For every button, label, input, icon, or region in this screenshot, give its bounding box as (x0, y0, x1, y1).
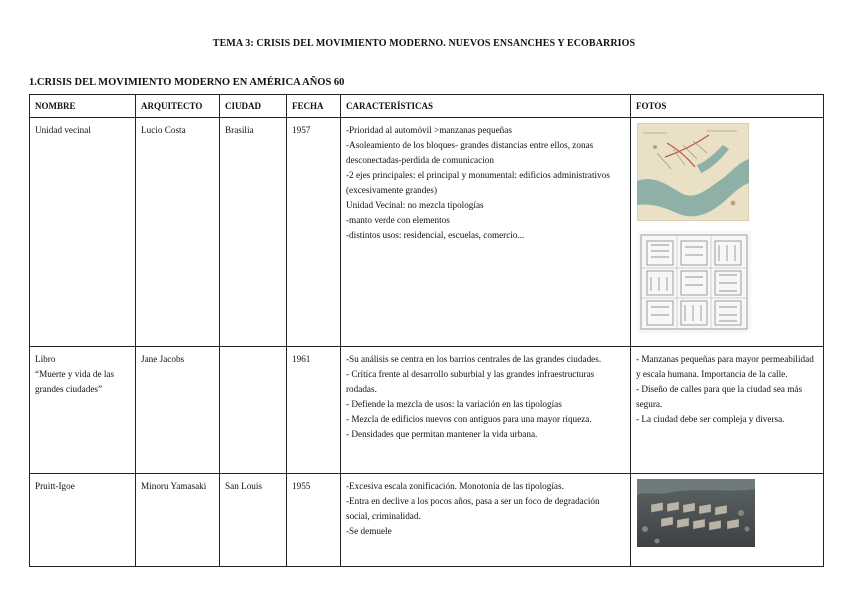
header-fotos: FOTOS (631, 95, 824, 118)
cell-caracteristicas: -Prioridad al automóvil >manzanas pequeñas -Asoleamiento de los bloques- grandes distancias entre ellos, zonas desconectadas-perdida de comunicacion -2 ejes principales: el principal y monumental: edificios administrativos (excesivamente grandes) Unidad Vecinal: no mezcla tipologías -manto verde con elementos -distintos usos: residencial, escuelas, comercio... (341, 118, 631, 347)
unidad-vecinal-plan-image (637, 231, 751, 333)
cell-arquitecto: Lucio Costa (136, 118, 220, 347)
cell-arquitecto: Minoru Yamasaki (136, 474, 220, 567)
cell-fecha: 1957 (287, 118, 341, 347)
pruitt-igoe-aerial-photo (637, 479, 755, 547)
table-header-row (30, 95, 824, 118)
header-ciudad: CIUDAD (220, 95, 287, 118)
table-row (30, 474, 824, 567)
cell-nombre: Pruitt-Igoe (30, 474, 136, 567)
cell-ciudad (220, 347, 287, 474)
cell-caracteristicas: -Su análisis se centra en los barrios centrales de las grandes ciudades. - Crítica frente al desarrollo suburbial y las grandes infraestructuras rodadas. - Defiende la mezcla de usos: la variación en las tipologías - Mezcla de edificios nuevos con antiguos para una mayor riqueza. - Densidades que permitan mantener la vida urbana. (341, 347, 631, 474)
table-row (30, 347, 824, 474)
cell-arquitecto: Jane Jacobs (136, 347, 220, 474)
cell-fotos (631, 474, 824, 567)
cell-fotos (631, 118, 824, 347)
cell-ciudad: San Louis (220, 474, 287, 567)
cell-caracteristicas: -Excesiva escala zonificación. Monotonía de las tipologías. -Entra en declive a los pocos años, pasa a ser un foco de degradación social, criminalidad. -Se demuele (341, 474, 631, 567)
header-fecha: FECHA (287, 95, 341, 118)
brasilia-plan-map-image (637, 123, 749, 221)
cell-ciudad: Brasilia (220, 118, 287, 347)
section-heading: 1.CRISIS DEL MOVIMIENTO MODERNO EN AMÉRICA AÑOS 60 (29, 77, 345, 88)
cell-fecha: 1961 (287, 347, 341, 474)
header-caracteristicas: CARACTERÍSTICAS (341, 95, 631, 118)
document-title: TEMA 3: CRISIS DEL MOVIMIENTO MODERNO. NUEVOS ENSANCHES Y ECOBARRIOS (212, 38, 636, 49)
cell-fotos: - Manzanas pequeñas para mayor permeabilidad y escala humana. Importancia de la calle. - Diseño de calles para que la ciudad sea más segura. - La ciudad debe ser compleja y diversa. (631, 347, 824, 474)
cell-fecha: 1955 (287, 474, 341, 567)
header-nombre: NOMBRE (30, 95, 136, 118)
table-row (30, 118, 824, 347)
urbanism-table (29, 94, 824, 567)
cell-nombre: Libro “Muerte y vida de las grandes ciudades” (30, 347, 136, 474)
cell-nombre: Unidad vecinal (30, 118, 136, 347)
header-arquitecto: ARQUITECTO (136, 95, 220, 118)
